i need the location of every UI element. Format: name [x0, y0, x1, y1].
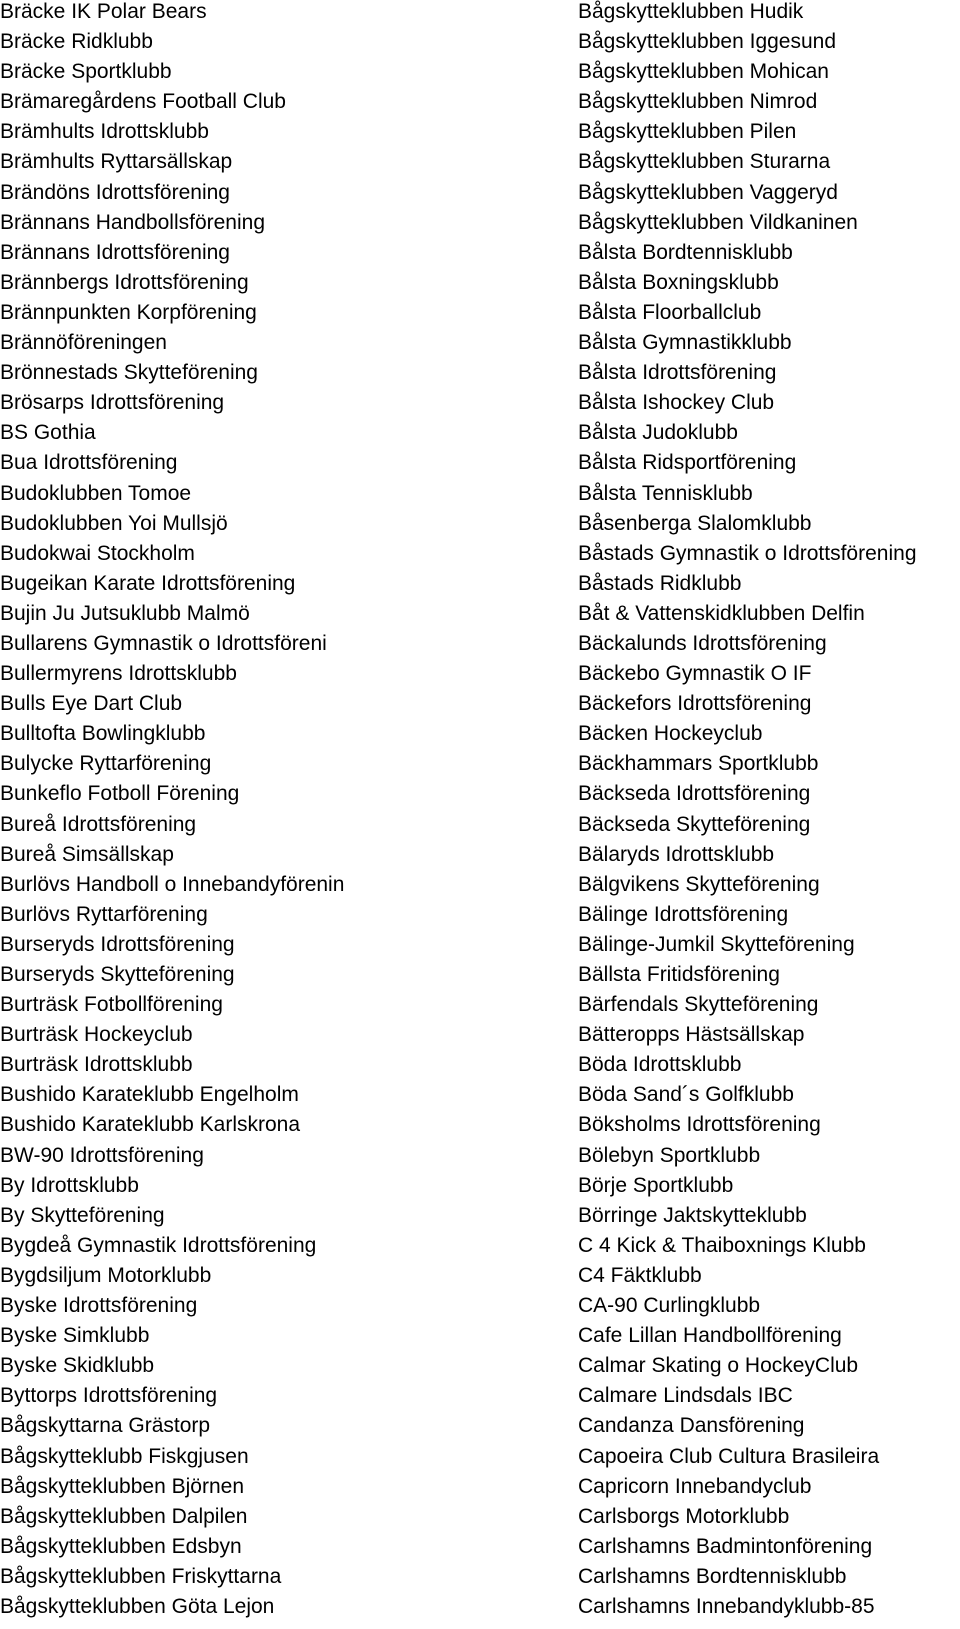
club-list-item: Bullarens Gymnastik o Idrottsföreni — [0, 631, 327, 655]
club-list-item: Carlsborgs Motorklubb — [578, 1504, 790, 1528]
club-list-item: Bygdeå Gymnastik Idrottsförening — [0, 1233, 317, 1257]
club-list-item: Böda Idrottsklubb — [578, 1053, 742, 1077]
club-list-item: Bugeikan Karate Idrottsförening — [0, 571, 296, 595]
club-list-item: Böksholms Idrottsförening — [578, 1113, 821, 1137]
club-list-item: Bålsta Boxningsklubb — [578, 270, 779, 294]
club-list-item: Bälaryds Idrottsklubb — [578, 842, 775, 866]
club-list-item: Bågskytteklubben Mohican — [578, 60, 829, 84]
club-list-item: Bäckefors Idrottsförening — [578, 692, 812, 716]
club-list-item: Bureå Idrottsförening — [0, 812, 197, 836]
club-list-item: Capricorn Innebandyclub — [578, 1474, 812, 1498]
club-list-item: Bäckebo Gymnastik O IF — [578, 662, 812, 686]
club-list-item: Bällsta Fritidsförening — [578, 963, 780, 986]
club-list-item: Budoklubben Yoi Mullsjö — [0, 511, 228, 535]
club-list-item: Carlshamns Innebandyklubb-85 — [578, 1594, 875, 1618]
club-list-item: Byske Idrottsförening — [0, 1294, 198, 1318]
club-list-item: Budokwai Stockholm — [0, 541, 195, 565]
club-list-item: Byske Skidklubb — [0, 1354, 155, 1378]
club-list-item: Bureå Simsällskap — [0, 842, 174, 866]
club-list-item: Brändöns Idrottsförening — [0, 180, 230, 204]
club-list-item: Bunkeflo Fotboll Förening — [0, 782, 240, 806]
club-list-item: Bräcke Ridklubb — [0, 30, 153, 54]
club-list-item: BW-90 Idrottsförening — [0, 1143, 204, 1167]
club-list-item: BS Gothia — [0, 421, 96, 445]
club-list-item: Bäcken Hockeyclub — [578, 722, 763, 746]
club-list-item: Bågskytteklubben Sturarna — [578, 150, 831, 174]
club-list-item: Brännans Handbollsförening — [0, 210, 266, 234]
club-list-item: Båt & Vattenskidklubben Delfin — [578, 601, 865, 625]
club-list-item: Brönnestads Skytteförening — [0, 361, 258, 385]
club-list-item: Bågskytteklubben Göta Lejon — [0, 1594, 275, 1618]
club-list-item: Carlshamns Bordtennisklubb — [578, 1564, 847, 1588]
club-list-item: Byske Simklubb — [0, 1324, 150, 1348]
club-list-item: Brännöföreningen — [0, 331, 167, 355]
club-list-item: Bågskytteklubb Fiskgjusen — [0, 1444, 249, 1468]
club-list-item: Bågskytteklubben Björnen — [0, 1474, 244, 1498]
club-list-item: Brännans Idrottsförening — [0, 240, 230, 264]
club-list-item: Brämhults Idrottsklubb — [0, 120, 209, 144]
club-list-item: Brännpunkten Korpförening — [0, 300, 257, 324]
club-list-item: Bågskytteklubben Vaggeryd — [578, 180, 838, 204]
club-list-item: Bujin Ju Jutsuklubb Malmö — [0, 601, 250, 625]
club-list-item: Calmar Skating o HockeyClub — [578, 1354, 859, 1378]
club-list-item: Brösarps Idrottsförening — [0, 391, 225, 415]
club-list-item: Bålsta Idrottsförening — [578, 361, 777, 385]
club-list-item: Capoeira Club Cultura Brasileira — [578, 1444, 880, 1468]
club-list-item: Calmare Lindsdals IBC — [578, 1384, 793, 1408]
club-list-item: Candanza Dansförening — [578, 1414, 805, 1438]
club-list-item: Bålsta Floorballclub — [578, 300, 762, 324]
right-column-club-list — [578, 0, 960, 1625]
club-list-item: Bälgvikens Skytteförening — [578, 872, 820, 896]
club-list-item: Brämhults Ryttarsällskap — [0, 150, 233, 174]
club-list-item: Börje Sportklubb — [578, 1173, 734, 1197]
club-list-item: Bälinge-Jumkil Skytteförening — [578, 932, 855, 956]
club-list-item: By Idrottsklubb — [0, 1173, 139, 1197]
club-list-item: CA-90 Curlingklubb — [578, 1294, 761, 1318]
club-list-item: Bålsta Bordtennisklubb — [578, 240, 793, 264]
club-list-item: Bua Idrottsförening — [0, 451, 178, 475]
club-list-item: Burträsk Fotbollförening — [0, 993, 223, 1017]
club-list-item: Bygdsiljum Motorklubb — [0, 1263, 212, 1287]
club-list-item: Bätteropps Hästsällskap — [578, 1023, 805, 1047]
club-list-item: Bågskytteklubben Iggesund — [578, 30, 837, 54]
club-list-item: Bålsta Judoklubb — [578, 421, 738, 445]
club-list-item: By Skytteförening — [0, 1203, 165, 1227]
club-list-item: Bågskytteklubben Friskyttarna — [0, 1564, 282, 1588]
club-list-item: Båstads Ridklubb — [578, 571, 742, 595]
club-list-item: Bålsta Ishockey Club — [578, 391, 775, 415]
club-list-item: Bågskytteklubben Dalpilen — [0, 1504, 248, 1528]
club-list-item: Bärfendals Skytteförening — [578, 993, 819, 1017]
club-list-item: Bullermyrens Idrottsklubb — [0, 662, 237, 686]
club-list-item: Brämaregårdens Football Club — [0, 90, 286, 114]
club-list-item: Bågskytteklubben Vildkaninen — [578, 210, 858, 234]
club-list-item: Burlövs Handboll o Innebandyförenin — [0, 872, 345, 896]
club-list-item: Bulls Eye Dart Club — [0, 692, 183, 716]
club-list-item: Bäckalunds Idrottsförening — [578, 631, 827, 655]
club-list-item: Burträsk Hockeyclub — [0, 1023, 193, 1047]
club-list-item: Börringe Jaktskytteklubb — [578, 1203, 807, 1227]
club-list-item: Carlshamns Badmintonförening — [578, 1534, 873, 1558]
club-list-item: Bäckhammars Sportklubb — [578, 752, 819, 776]
club-list-item: Båsenberga Slalomklubb — [578, 511, 812, 535]
club-list-item: Byttorps Idrottsförening — [0, 1384, 218, 1408]
club-list-item: Båstads Gymnastik o Idrottsförening — [578, 541, 917, 565]
club-list-item: Bågskytteklubben Edsbyn — [0, 1534, 242, 1558]
club-list-item: Bålsta Tennisklubb — [578, 481, 753, 505]
club-list-item: C 4 Kick & Thaiboxnings Klubb — [578, 1233, 866, 1257]
club-list-item: Bräcke Sportklubb — [0, 60, 172, 84]
club-list-item: Budoklubben Tomoe — [0, 481, 192, 505]
club-list-item: Burseryds Idrottsförening — [0, 932, 235, 956]
club-list-item: Burlövs Ryttarförening — [0, 902, 208, 926]
club-list-item: Burseryds Skytteförening — [0, 963, 235, 986]
club-list-item: Bulycke Ryttarförening — [0, 752, 212, 776]
club-list-item: Bräcke IK Polar Bears — [0, 0, 207, 23]
club-list-item: Bågskytteklubben Pilen — [578, 120, 797, 144]
club-list-item: Bågskytteklubben Nimrod — [578, 90, 818, 114]
club-list-item: C4 Fäktklubb — [578, 1263, 702, 1287]
club-list-item: Bäckseda Idrottsförening — [578, 782, 811, 806]
club-list-item: Bulltofta Bowlingklubb — [0, 722, 206, 746]
club-list-item: Bågskytteklubben Hudik — [578, 0, 804, 23]
club-list-item: Bushido Karateklubb Engelholm — [0, 1083, 299, 1107]
club-list-item: Burträsk Idrottsklubb — [0, 1053, 193, 1077]
club-list-item: Böda Sand´s Golfklubb — [578, 1083, 794, 1107]
club-list-item: Bålsta Ridsportförening — [578, 451, 797, 475]
club-list-item: Bågskyttarna Grästorp — [0, 1414, 211, 1438]
club-list-item: Bölebyn Sportklubb — [578, 1143, 761, 1167]
club-list-item: Bushido Karateklubb Karlskrona — [0, 1113, 301, 1137]
club-list-item: Bäckseda Skytteförening — [578, 812, 811, 836]
club-list-item: Cafe Lillan Handbollförening — [578, 1324, 842, 1348]
club-list-item: Bälinge Idrottsförening — [578, 902, 789, 926]
club-list-item: Brännbergs Idrottsförening — [0, 270, 249, 294]
club-list-item: Bålsta Gymnastikklubb — [578, 331, 792, 355]
